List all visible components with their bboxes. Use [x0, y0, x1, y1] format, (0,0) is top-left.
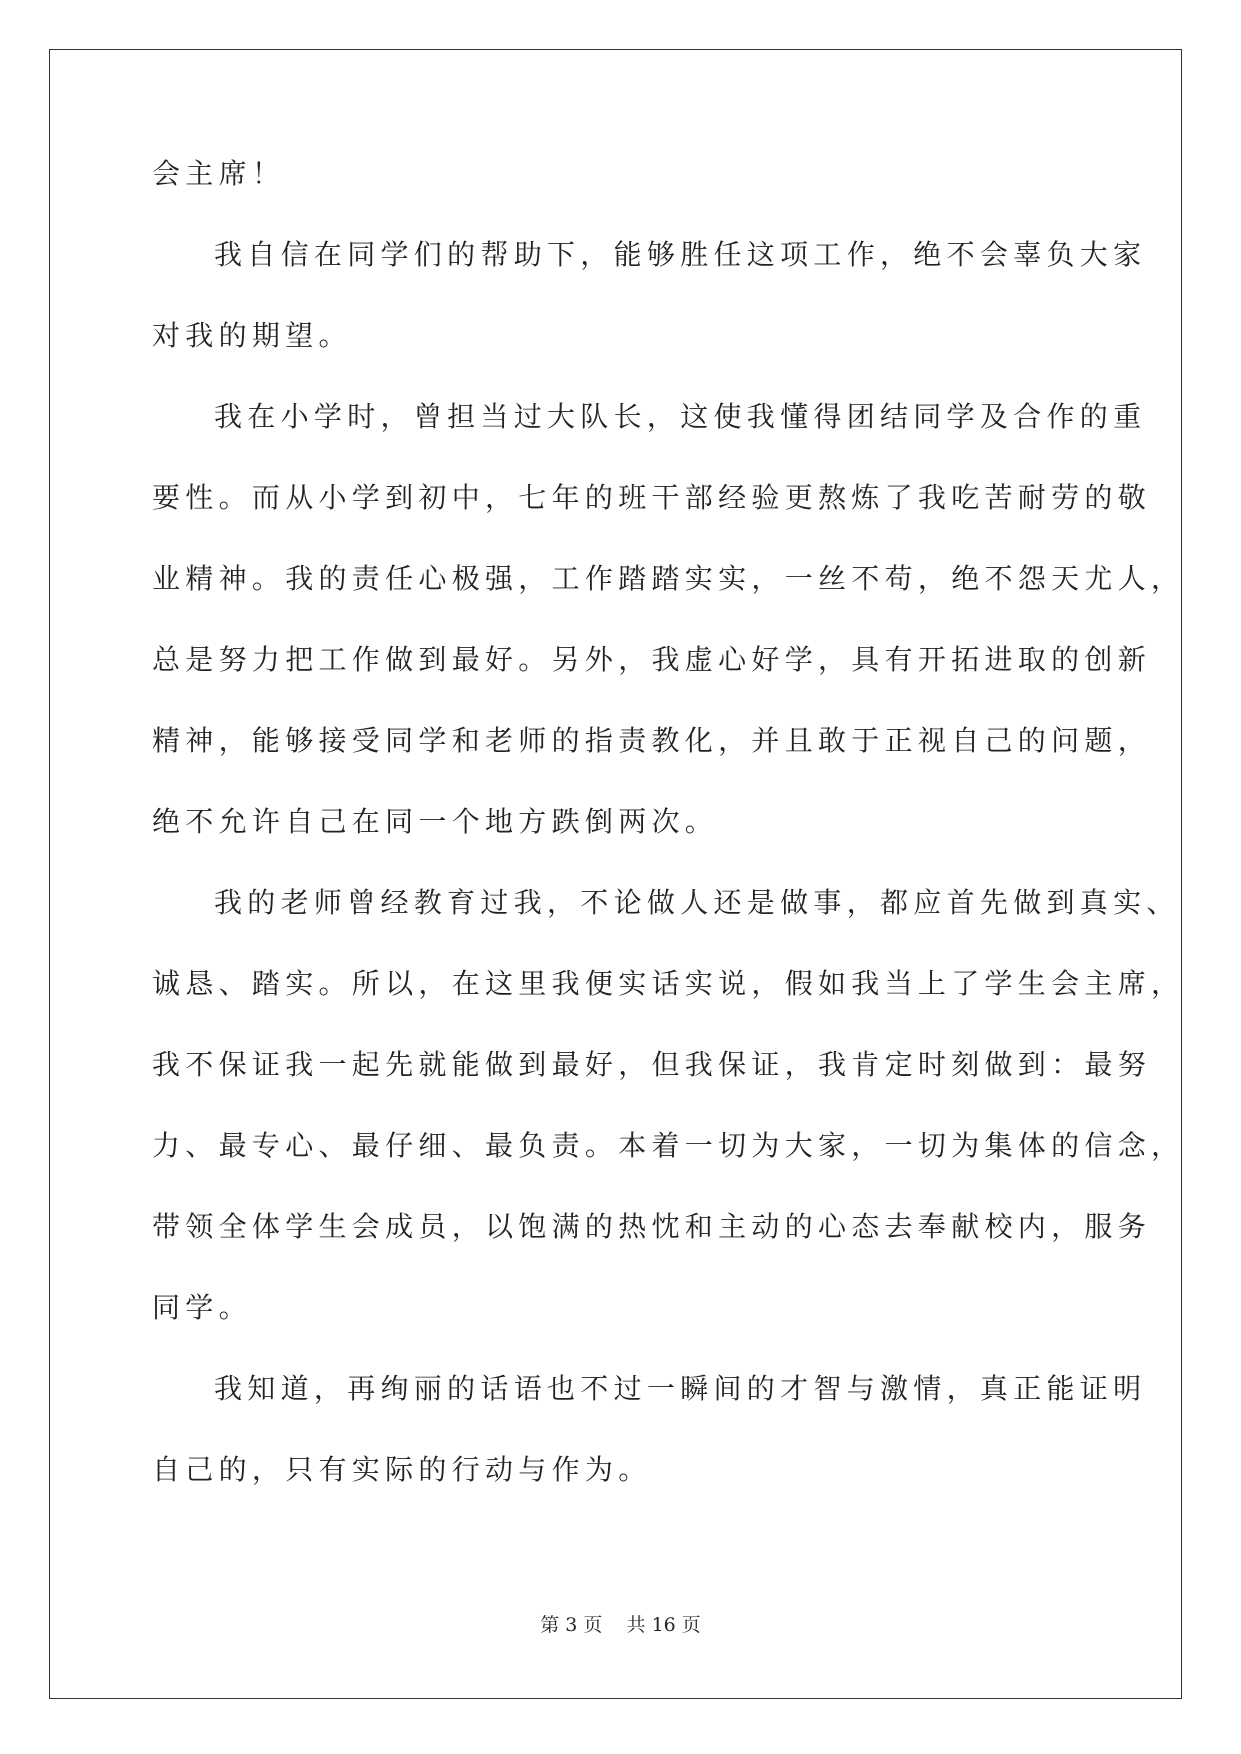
- text-line: 绝不允许自己在同一个地方跌倒两次。: [152, 805, 719, 838]
- text-line: 同学。: [152, 1291, 252, 1324]
- body-text: [152, 157, 1185, 1537]
- text-line: 业精神。我的责任心极强，工作踏踏实实，一丝不苟，绝不怨天尤人，: [152, 562, 1185, 595]
- text-line: 我自信在同学们的帮助下，能够胜任这项工作，绝不会辜负大家: [214, 238, 1147, 271]
- page-number-footer: 第 3 页 共 16 页: [540, 1614, 701, 1636]
- text-line: 带领全体学生会成员，以饱满的热忱和主动的心态去奉献校内，服务: [152, 1210, 1152, 1243]
- text-line: 我知道，再绚丽的话语也不过一瞬间的才智与激情，真正能证明: [214, 1372, 1147, 1405]
- text-line: 自己的，只有实际的行动与作为。: [152, 1453, 652, 1486]
- text-line: 总是努力把工作做到最好。另外，我虚心好学，具有开拓进取的创新: [152, 643, 1152, 676]
- text-line: 精神，能够接受同学和老师的指责教化，并且敢于正视自己的问题，: [152, 724, 1152, 757]
- text-line: 诚恳、踏实。所以，在这里我便实话实说，假如我当上了学生会主席，: [152, 967, 1185, 1000]
- text-line: 力、最专心、最仔细、最负责。本着一切为大家，一切为集体的信念，: [152, 1129, 1185, 1162]
- text-line: 我在小学时，曾担当过大队长，这使我懂得团结同学及合作的重: [214, 400, 1147, 433]
- text-line: 我的老师曾经教育过我，不论做人还是做事，都应首先做到真实、: [214, 886, 1180, 919]
- text-line: 要性。而从小学到初中，七年的班干部经验更熬炼了我吃苦耐劳的敬: [152, 481, 1152, 514]
- text-line: 会主席！: [152, 157, 286, 190]
- text-line: 我不保证我一起先就能做到最好，但我保证，我肯定时刻做到：最努: [152, 1048, 1152, 1081]
- text-line: 对我的期望。: [152, 319, 352, 352]
